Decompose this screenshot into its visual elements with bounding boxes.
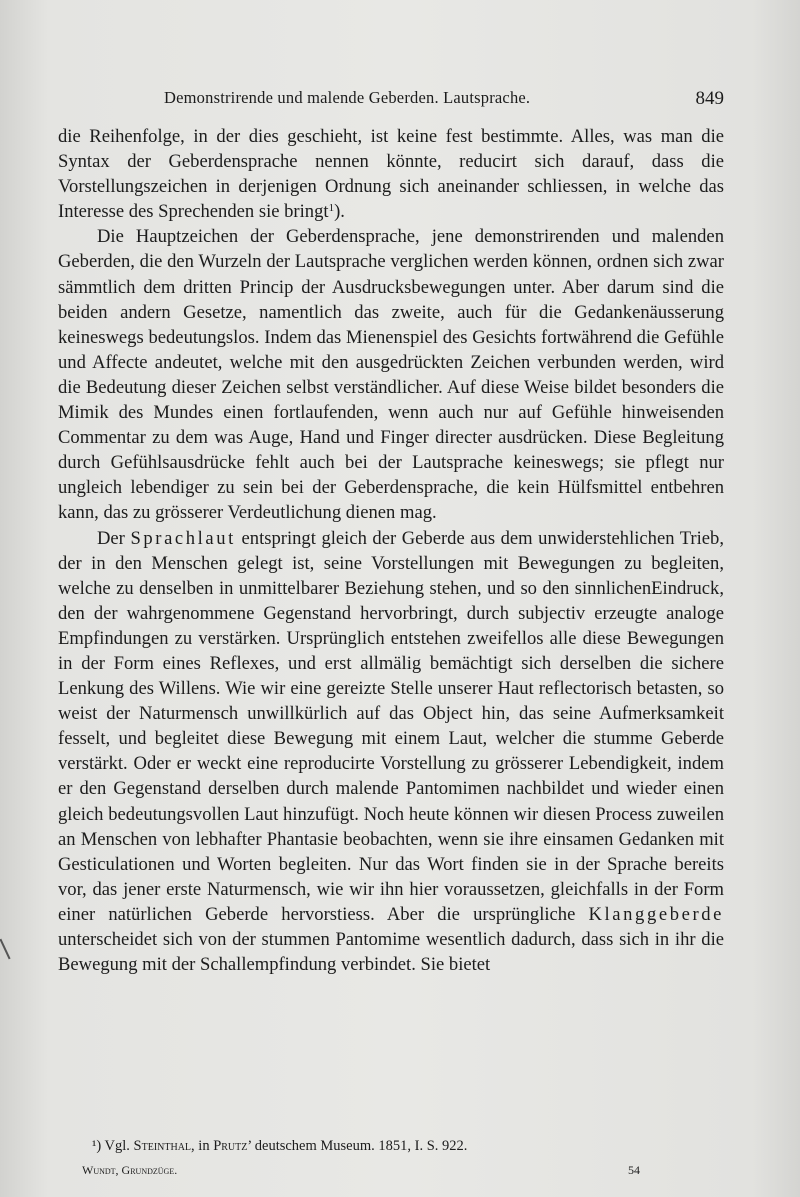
footnote-journal-author: Prutz <box>213 1138 248 1154</box>
page-number: 849 <box>695 88 724 109</box>
printer-signature: Wundt, Grundzüge. <box>82 1163 178 1177</box>
margin-pencil-mark <box>0 939 11 960</box>
footnote-marker: ¹) Vgl. <box>92 1138 130 1154</box>
paragraph-3 <box>58 526 724 978</box>
paragraph-2: Die Hauptzeichen der Geberdensprache, jene demonstrirenden und malenden Geberden, die den Wurzeln der Lautsprache verglichen werden können, ordnen sich zwar sämmtlich dem dritten Princip der Ausdrucksbewegungen unter. Aber darum sind die beiden andern Gesetze, namentlich das zweite, auch für die Gedankenäusserung keineswegs bedeutungslos. Indem das Mienenspiel des Gesichts fortwährend die Gefühle und Affecte andeutet, welche mit den ausgedrückten Zeichen verbunden werden, wird die Bedeutung dieser Zeichen selbst verständlicher. Auf diese Weise bildet besonders die Mimik des Mundes einen fortlaufenden, wenn auch nur auf Gefühle hinweisenden Commentar zu dem was Auge, Hand und Finger directer ausdrücken. Diese Begleitung durch Gefühlsausdrücke fehlt auch bei der Lautsprache keineswegs; sie pflegt nur ungleich lebendiger zu sein bei der Geberdensprache, die kein Hülfsmittel entbehren kann, das zu grösserer Verdeutlichung dienen mag. <box>58 226 724 524</box>
paragraph-1-end: ). <box>334 201 345 223</box>
page-header <box>148 88 724 112</box>
footnote <box>92 1138 712 1155</box>
term-klanggeberde: Klanggeberde <box>588 903 724 925</box>
term-sprachlaut: Sprachlaut <box>130 527 236 549</box>
running-title: Demonstrirende und malende Geberden. Lautsprache. <box>164 88 531 107</box>
body-text <box>58 124 724 977</box>
paragraph-1-text: die Reihenfolge, in der dies geschieht, ist keine fest bestimmte. Alles, was man die Syntax der Geberdensprache nennen könnte, reducirt sich darauf, dass die Vorstellungszeichen in derjenigen Ordnung sich aneinander schliessen, in welche das Interesse des Sprechenden sie bringt <box>58 126 724 223</box>
footnote-author: Steinthal <box>133 1138 192 1154</box>
paragraph-3-start: Der <box>97 527 125 549</box>
footnote-rest: ’ deutschem Museum. 1851, I. S. 922. <box>247 1138 468 1154</box>
sheet-number: 54 <box>628 1163 640 1177</box>
paragraph-3-mid: entspringt gleich der Geberde aus dem unwiderstehlichen Trieb, der in den Menschen gelegt ist, seine Vorstellungen mit Bewegungen zu begleiten, welche zu denselben in unmittelbarer Beziehung stehen, und so den sinnlichenEindruck, den der wahrgenommene Gegenstand hervorbringt, durch subjectiv erzeugte analoge Empfindungen zu verstärken. Ursprünglich entstehen zweifellos alle diese Bewegungen in der Form eines Reflexes, und erst allmälig bemächtigt sich derselben die sichere Lenkung des Willens. Wie wir eine gereizte Stelle unserer Haut reflectorisch betasten, so weist der Naturmensch unwillkürlich auf das Object hin, das seine Aufmerksamkeit fesselt, und begleitet diese Bewegung mit einem Laut, welcher die stumme Geberde verstärkt. Oder er weckt eine reproducirte Vorstellung zu grösserer Lebendigkeit, indem er den Gegenstand derselben durch malende Pantomimen nachbildet und wieder einen gleich bedeutungsvollen Laut hinzufügt. Noch heute können wir diesen Process zuweilen an Menschen von lebhafter Phantasie beobachten, wenn sie ihre einsamen Gedanken mit Gesticulationen und Worten begleiten. Nur das Wort finden sie in der Sprache bereits vor, das jener erste Naturmensch, wie wir ihn hier voraussetzen, gleichfalls in der Form einer natürlichen Geberde hervorstiess. Aber die ursprüngliche <box>58 527 724 925</box>
paragraph-3-end: unterscheidet sich von der stummen Pantomime wesentlich dadurch, dass sich in ihr die Bewegung mit der Schallempfindung verbindet. Sie bietet <box>58 929 724 976</box>
footnote-mid: , in <box>191 1138 210 1154</box>
footnote-ref: 1 <box>328 202 335 215</box>
paragraph-1 <box>58 124 724 224</box>
